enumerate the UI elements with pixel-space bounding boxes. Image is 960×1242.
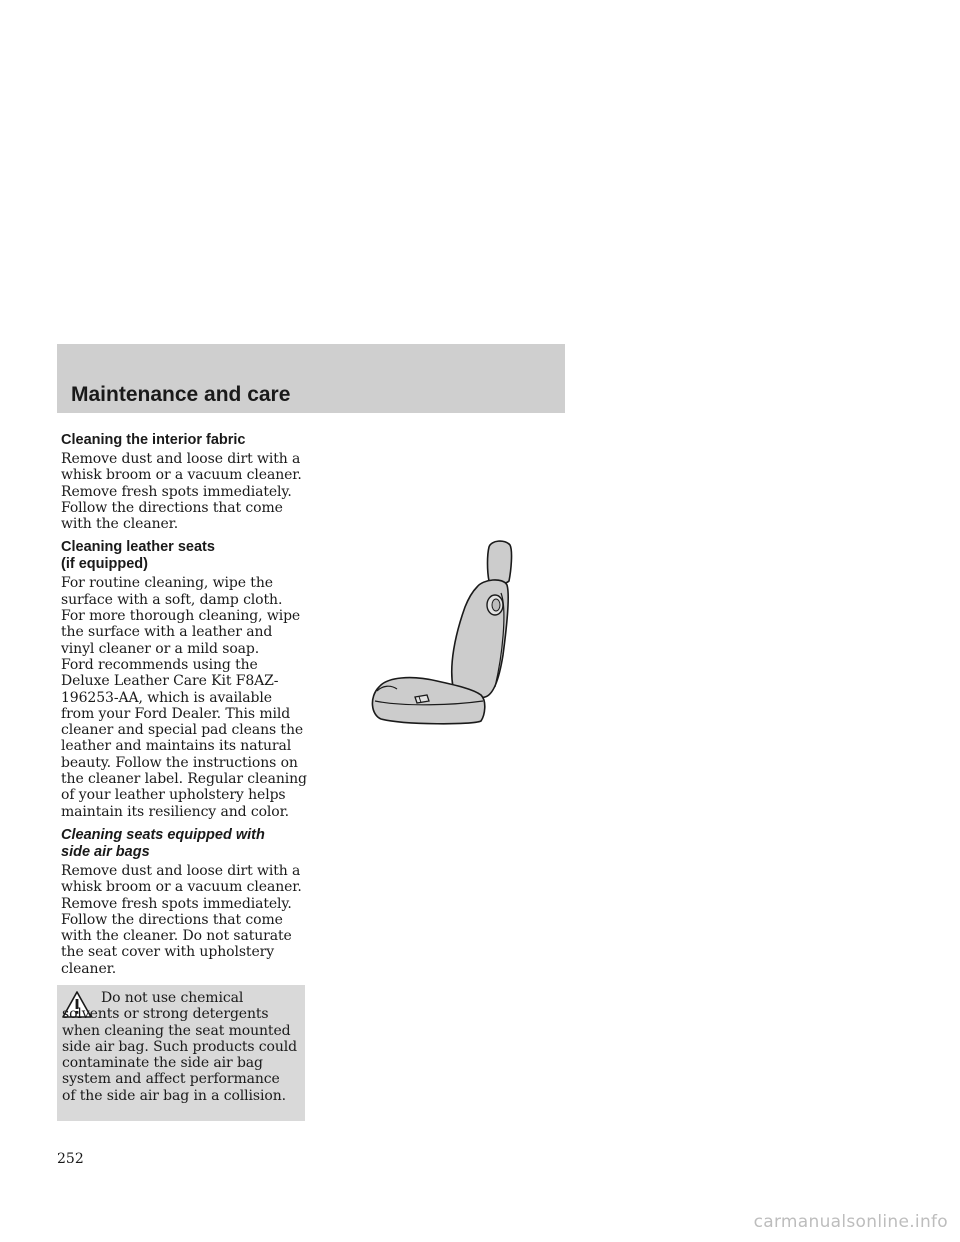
text-column — [61, 432, 309, 984]
heading-side-air-bags — [61, 827, 309, 861]
section-header-band — [57, 344, 565, 413]
para-leather-routine: For routine cleaning, wipe the surface with a soft, damp cloth. For more thorough cleaning, wipe the surface with a leather and vinyl cleaner or a mild soap. — [61, 575, 301, 657]
para-side-air-bags: Remove dust and loose dirt with a whisk broom or a vacuum cleaner. Remove fresh spots immediately. Follow the directions that come with the cleaner. Do not saturate the seat cover with upholstery cleaner. — [61, 862, 302, 977]
heading-leather-seats-line2: (if equipped) — [61, 556, 148, 573]
page-number: 252 — [57, 1151, 84, 1167]
heading-leather-seats-line1: Cleaning leather seats — [61, 539, 215, 556]
heading-side-air-bags-line2: side air bags — [61, 843, 150, 860]
para-interior-fabric: Remove dust and loose dirt with a whisk broom or a vacuum cleaner. Remove fresh spots immediately. Follow the directions that come with the cleaner. — [61, 451, 302, 533]
warning-box — [57, 985, 305, 1121]
leather-seat-illustration — [365, 535, 525, 730]
watermark-text: carmanualsonline.info — [753, 1212, 948, 1232]
para-leather-kit: Ford recommends using the Deluxe Leather Care Kit F8AZ-196253-AA, which is available from your Ford Dealer. This mild cleaner and special pad cleans the leather and maintains its natural beauty. Follow the instructions on the cleaner label. Regular cleaning of your leather upholstery helps maintain its resiliency and color. — [61, 656, 307, 820]
warning-text: Do not use chemical solvents or strong detergents when cleaning the seat mounted side air bag. Such products could contaminate the side air bag system and affect performance of the side air bag in a collision. — [62, 990, 298, 1104]
heading-side-air-bags-line1: Cleaning seats equipped with — [61, 826, 265, 843]
section-title: Maintenance and care — [71, 383, 291, 406]
heading-interior-fabric: Cleaning the interior fabric — [61, 432, 246, 448]
heading-leather-seats — [61, 539, 309, 573]
